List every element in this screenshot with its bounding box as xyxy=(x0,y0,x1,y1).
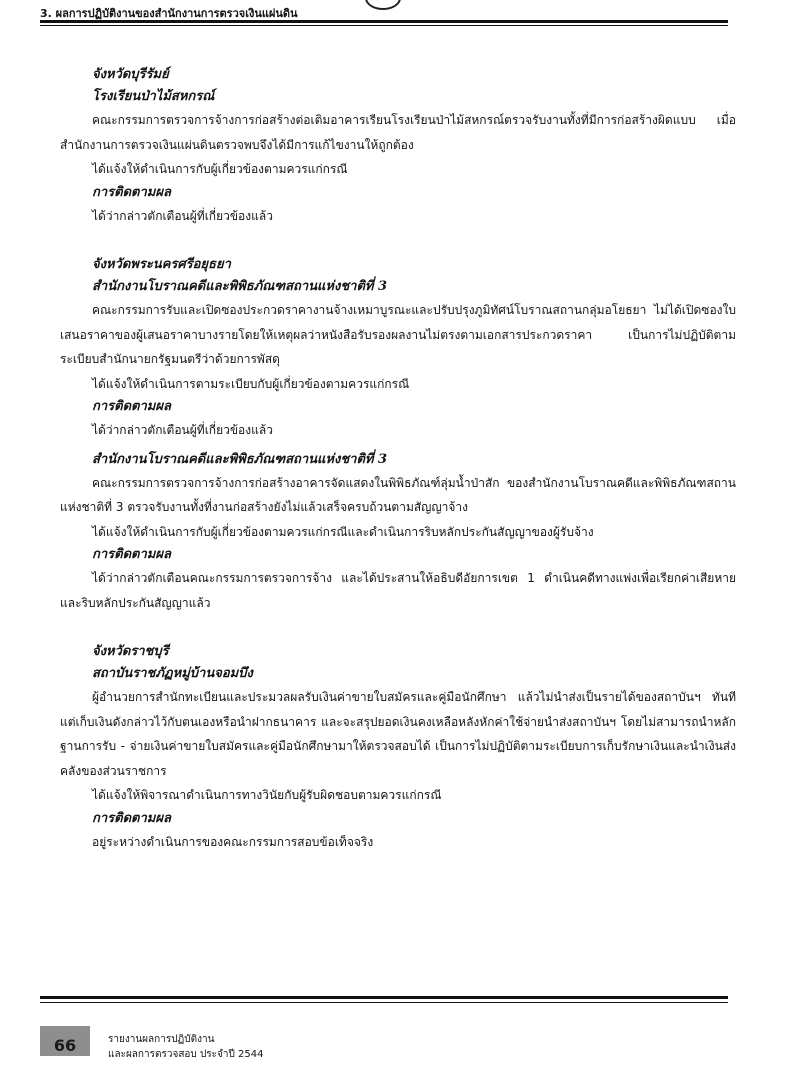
province-heading: จังหวัดพระนครศรีอยุธยา xyxy=(92,257,231,272)
province-section xyxy=(60,641,736,854)
header-rule-thin xyxy=(40,25,728,26)
finding-paragraph: คณะกรรมการรับและเปิดซองประกวดราคางานจ้างเหมาบูรณะและปรับปรุงภูมิทัศน์โบราณสถานกลุ่มอโยธยา ไม่ได้เปิดซองใบเสนอราคาของผู้เสนอราคาบางรายโดยให้เหตุผลว่าหนังสือรับรองผลงานไม่ตรงตามเอกสารประกวดราคา เป็นการไม่ปฏิบัติตามระเบียบสำนักนายกรัฐมนตรีว่าด้วยการพัสดุ xyxy=(60,303,736,366)
province-section xyxy=(60,64,736,228)
finding-paragraph: คณะกรรมการตรวจการจ้างการก่อสร้างอาคารจัดแสดงในพิพิธภัณฑ์ลุ่มน้ำป่าสัก ของสำนักงานโบราณคดีและพิพิธภัณฑสถานแห่งชาติที่ 3 ตรวจรับงานทั้งที่งานก่อสร้างยังไม่แล้วเสร็จครบถ้วนตามสัญญาจ้าง xyxy=(60,475,736,514)
running-header: 3. ผลการปฏิบัติงานของสำนักงานการตรวจเงินแผ่นดิน xyxy=(40,7,298,20)
followup-text: ได้ว่ากล่าวตักเตือนคณะกรรมการตรวจการจ้าง และได้ประสานให้อธิบดีอัยการเขต 1 ดำเนินคดีทางแพ่งเพื่อเรียกค่าเสียหายและริบหลักประกันสัญญาแล้ว xyxy=(60,571,736,610)
emblem-logo xyxy=(365,0,401,10)
followup-heading: การติดตามผล xyxy=(92,810,171,826)
agency-heading: สำนักงานโบราณคดีและพิพิธภัณฑสถานแห่งชาติที่ 3 xyxy=(92,451,388,467)
agency-heading: สำนักงานโบราณคดีและพิพิธภัณฑสถานแห่งชาติที่ 3 xyxy=(92,279,388,294)
footer-report-subtitle: และผลการตรวจสอบ ประจำปี 2544 xyxy=(108,1049,264,1060)
action-text: ได้แจ้งให้พิจารณาดำเนินการทางวินัยกับผู้รับผิดชอบตามควรแก่กรณี xyxy=(92,788,442,802)
page-number: 66 xyxy=(40,1026,90,1056)
agency-heading: โรงเรียนป่าไม้สหกรณ์ xyxy=(92,89,215,104)
followup-text: ได้ว่ากล่าวตักเตือนผู้ที่เกี่ยวข้องแล้ว xyxy=(92,423,273,437)
finding-paragraph: ผู้อำนวยการสำนักทะเบียนและประมวลผลรับเงินค่าขายใบสมัครและคู่มือนักศึกษา แล้วไม่นำส่งเป็นรายได้ของสถาบันฯ ทันทีแต่เก็บเงินดังกล่าวไว้กับตนเองหรือนำฝากธนาคาร และจะสรุปยอดเงินคงเหลือหลังหักค่าใช้จ่ายนำส่งสถาบันฯ โดยไม่สามารถนำหลักฐานการรับ - จ่ายเงินค่าขายใบสมัครและคู่มือนักศึกษามาให้ตรวจสอบได้ เป็นการไม่ปฏิบัติตามระเบียบการเก็บรักษาเงินและนำเงินส่งคลังของส่วนราชการ xyxy=(60,690,736,778)
section-spacer xyxy=(60,228,736,254)
action-text: ได้แจ้งให้ดำเนินการกับผู้เกี่ยวข้องตามควรแก่กรณี xyxy=(92,162,348,176)
followup-heading: การติดตามผล xyxy=(92,184,171,200)
finding-paragraph: คณะกรรมการตรวจการจ้างการก่อสร้างต่อเติมอาคารเรียนโรงเรียนป่าไม้สหกรณ์ตรวจรับงานทั้งที่มีการก่อสร้างผิดแบบ เมื่อสำนักงานการตรวจเงินแผ่นดินตรวจพบจึงได้มีการแก้ไขงานให้ถูกต้อง xyxy=(60,113,736,152)
action-text: ได้แจ้งให้ดำเนินการกับผู้เกี่ยวข้องตามควรแก่กรณีและดำเนินการริบหลักประกันสัญญาของผู้รับจ้าง xyxy=(92,524,594,539)
action-text: ได้แจ้งให้ดำเนินการตามระเบียบกับผู้เกี่ยวข้องตามควรแก่กรณี xyxy=(92,376,410,391)
followup-text: อยู่ระหว่างดำเนินการของคณะกรรมการสอบข้อเท็จจริง xyxy=(92,834,374,849)
footer-rule-thin xyxy=(40,1002,728,1003)
province-heading: จังหวัดบุรีรัมย์ xyxy=(92,67,169,82)
followup-text: ได้ว่ากล่าวตักเตือนผู้ที่เกี่ยวข้องแล้ว xyxy=(92,208,273,223)
report-content xyxy=(60,64,736,854)
header-rule xyxy=(40,20,728,23)
followup-heading: การติดตามผล xyxy=(92,547,171,562)
followup-heading: การติดตามผล xyxy=(92,399,171,414)
province-heading: จังหวัดราชบุรี xyxy=(92,644,169,659)
footer-rule xyxy=(40,996,728,999)
agency-heading: สถาบันราชภัฏหมู่บ้านจอมบึง xyxy=(92,666,253,681)
province-section xyxy=(60,254,736,615)
footer-report-title: รายงานผลการปฏิบัติงาน xyxy=(108,1034,215,1045)
section-spacer xyxy=(60,615,736,641)
